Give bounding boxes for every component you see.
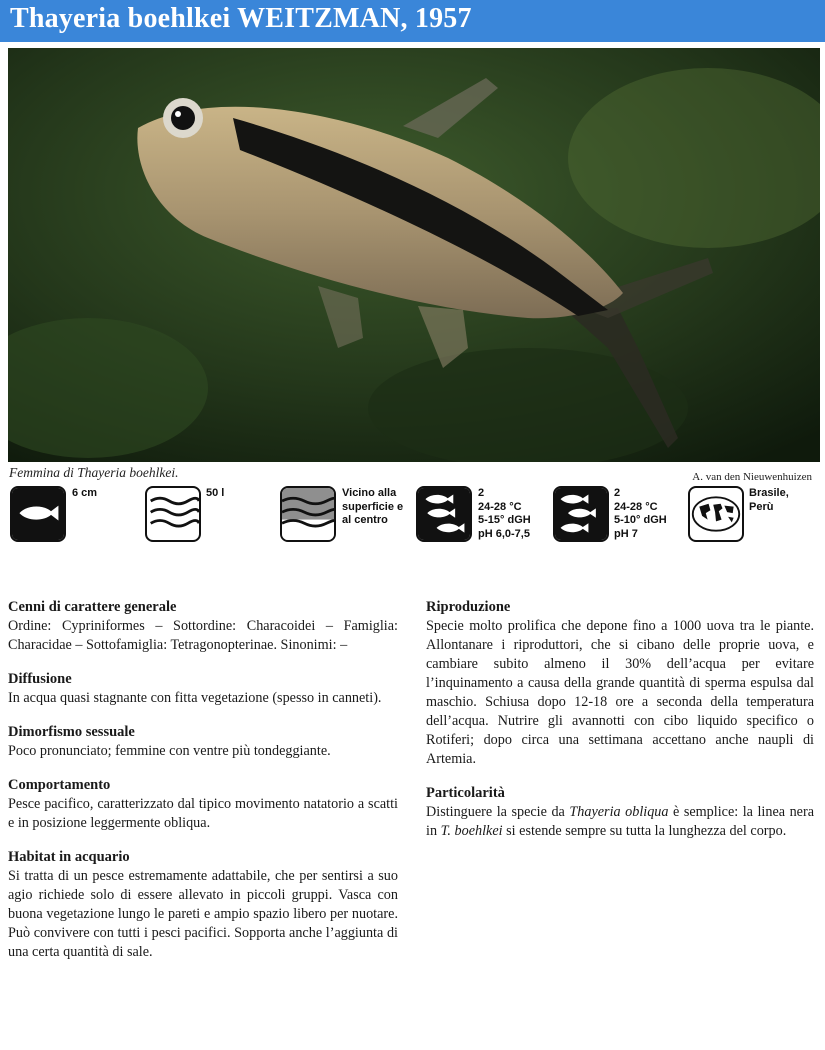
- section-text: Si tratta di un pesce estremamente adattabile, che per sentirsi a suo agio richiede solo di essere allevato in piccoli gruppi. Vasca con buona vegetazione lungo le pareti e ampio spazio libero per nuotare. Può convivere con tutti i pesci pacifici. Sopporta anche l’aggiunta di una certa quantità di sale.: [8, 868, 398, 960]
- breeding-params-label: 2 24-28 °C 5-15° dGH pH 6,0-7,5: [478, 487, 531, 540]
- breeding-fish-icon: [416, 486, 472, 542]
- section-text: Poco pronunciato; femmine con ventre più tondeggiante.: [8, 743, 331, 759]
- photo-credit: A. van den Nieuwenhuizen: [692, 471, 812, 483]
- section-habitat: [8, 848, 398, 962]
- section-generale: [8, 598, 398, 655]
- water-level-label: Vicino alla superficie e al centro: [342, 487, 404, 526]
- section-title: Comportamento: [8, 777, 111, 793]
- section-text: Ordine: Cypriniformes – Sottordine: Characoidei – Famiglia: Characidae – Sottofamiglia: Tetragonopterinae. Sinonimi: –: [8, 618, 398, 653]
- section-text: Specie molto prolifica che depone fino a 1000 uova tra le piante. Allontanare i riproduttori, che si cibano delle proprie uova, e cambiare subito almeno il 30% dell’acqua per evitare l’inquinamento a causa della grande quantità di sperma espulsa dal maschio. Schiusa dopo 12-18 ore a seconda della temperatura dell’acqua. Nutrire gli avannotti con cibo liquido specifico o Rotiferi; dopo circa una settimana accettano anche naupli di Artemia.: [426, 618, 814, 767]
- page-title: Thayeria boehlkei WEITZMAN, 1957: [10, 3, 472, 34]
- distribution-label: Brasile, Perù: [749, 487, 789, 513]
- left-column: [8, 598, 398, 977]
- right-column: [426, 598, 814, 856]
- section-title: Particolarità: [426, 785, 505, 801]
- section-text: Pesce pacifico, caratterizzato dal tipico movimento natatorio a scatti e in posizione leggermente obliqua.: [8, 796, 398, 831]
- size-label: 6 cm: [72, 487, 98, 499]
- world-map-icon: [688, 486, 744, 542]
- header-bar: [0, 0, 825, 42]
- water-level-icon: [280, 486, 336, 542]
- text-run: Distinguere la specie da: [426, 804, 570, 820]
- section-comportamento: [8, 776, 398, 833]
- species-name: T. boehlkei: [440, 823, 503, 839]
- species-name: Thayeria obliqua: [569, 804, 669, 820]
- keeping-fish-icon: [553, 486, 609, 542]
- section-text: In acqua quasi stagnante con fitta vegetazione (spesso in canneti).: [8, 690, 382, 706]
- text-run: si estende sempre su tutta la lunghezza del corpo.: [502, 823, 787, 839]
- section-diffusione: [8, 670, 398, 708]
- section-title: Diffusione: [8, 671, 72, 687]
- volume-label: 50 l: [206, 487, 225, 499]
- section-particolarita: [426, 784, 814, 841]
- fish-size-icon: [10, 486, 66, 542]
- section-title: Cenni di carattere generale: [8, 599, 177, 615]
- section-title: Habitat in acquario: [8, 849, 130, 865]
- text-run: è semplice: la linea nera in: [426, 804, 814, 839]
- section-title: Riproduzione: [426, 599, 511, 615]
- section-text: [426, 803, 814, 841]
- fish-photo: [8, 48, 820, 462]
- photo-caption: Femmina di Thayeria boehlkei.: [9, 465, 179, 480]
- section-dimorfismo: [8, 723, 398, 761]
- tank-volume-icon: [145, 486, 201, 542]
- section-riproduzione: [426, 598, 814, 769]
- keeping-params-label: 2 24-28 °C 5-10° dGH pH 7: [614, 487, 667, 540]
- section-title: Dimorfismo sessuale: [8, 724, 135, 740]
